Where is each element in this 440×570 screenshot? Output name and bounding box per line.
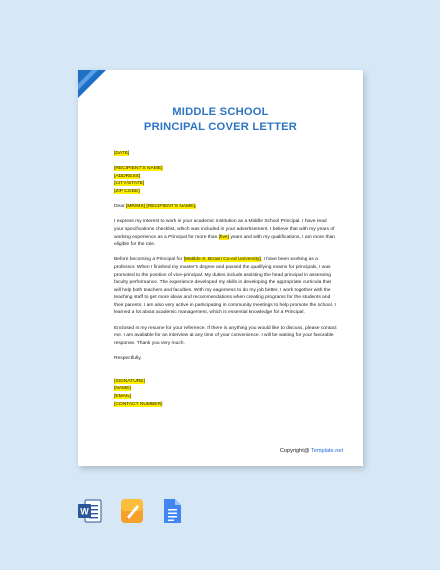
salutation-field: [MR/MS] [RECIPIENT'S NAME],	[125, 204, 197, 210]
google-docs-icon[interactable]	[160, 498, 184, 524]
p1-text-b: years and with my qualifications, I am more than eligible for the role.	[114, 234, 336, 248]
salutation-prefix: Dear	[114, 204, 126, 210]
ms-word-icon[interactable]	[78, 498, 102, 524]
paragraph-2	[114, 256, 337, 317]
letter-page	[78, 70, 363, 466]
title-line-2: PRINCIPAL COVER LETTER	[143, 120, 298, 133]
letter-title	[78, 105, 363, 134]
p2-text-b: , I have been working as a professor. When I finished my master's degree and passed the qualifying exams for principals, I was promoted to the position of vice-principal. My duties include assisting the head principal in assessing faculty performance. The experience developed my skills in developing the appropriate curricula that will help both teachers and faculties. With my eagerness to do my job better, I work together with the teaching staff to get more ideas and recommendations when creating programs for the students and their parents. I am also very active in participating in community meetings to help promote the school. I learned a lot about academic management, which is essential knowledge for a Principal.	[114, 257, 336, 316]
paragraph-1	[114, 218, 337, 248]
copyright-footer	[280, 448, 343, 454]
paragraph-3: Enclosed is my resume for your reference. If there is anything you would like to discuss, please contact me. I am available for an interview at any time of your convenience. I will be waiting for your favorable response. Thank you very much.	[114, 325, 337, 346]
signature-field: [SIGNATURE]	[114, 378, 145, 384]
copyright-text: Copyright@	[279, 448, 311, 454]
letter-body	[114, 150, 337, 408]
city-state-field: [CITY/STATE]	[114, 181, 145, 187]
format-icons	[78, 498, 188, 524]
p2-text-a: Before becoming a Principal for	[114, 257, 184, 263]
apple-pages-icon[interactable]	[120, 498, 144, 524]
p1-text-a: I express my interest to work in your academic institution as a Middle School Principal. I have read your specifications checklist, which was included in your advertisement. I believe that with my years of working experience as a Principal for more than	[114, 219, 335, 240]
salutation	[114, 203, 337, 211]
email-field: [EMAIL]	[114, 394, 132, 399]
recipient-name-field: [RECIPIENT'S NAME]	[114, 166, 163, 172]
name-field: [NAME]	[114, 386, 131, 392]
contact-number-field: [CONTACT NUMBER]	[114, 401, 163, 407]
closing: Respectfully,	[114, 356, 142, 362]
address-field: [ADDRESS]	[114, 173, 141, 179]
template-net-link[interactable]: Template.net	[310, 448, 343, 454]
corner-ribbon-icon	[78, 70, 106, 98]
zip-field: [ZIP CODE]	[114, 188, 140, 194]
school-field: [Matilde S. Brown Co-ed University]	[183, 257, 261, 263]
years-field: [five]	[218, 234, 230, 240]
date-field: [DATE]	[114, 151, 130, 156]
svg-text:W: W	[80, 506, 89, 517]
title-line-1: MIDDLE SCHOOL	[172, 106, 269, 118]
